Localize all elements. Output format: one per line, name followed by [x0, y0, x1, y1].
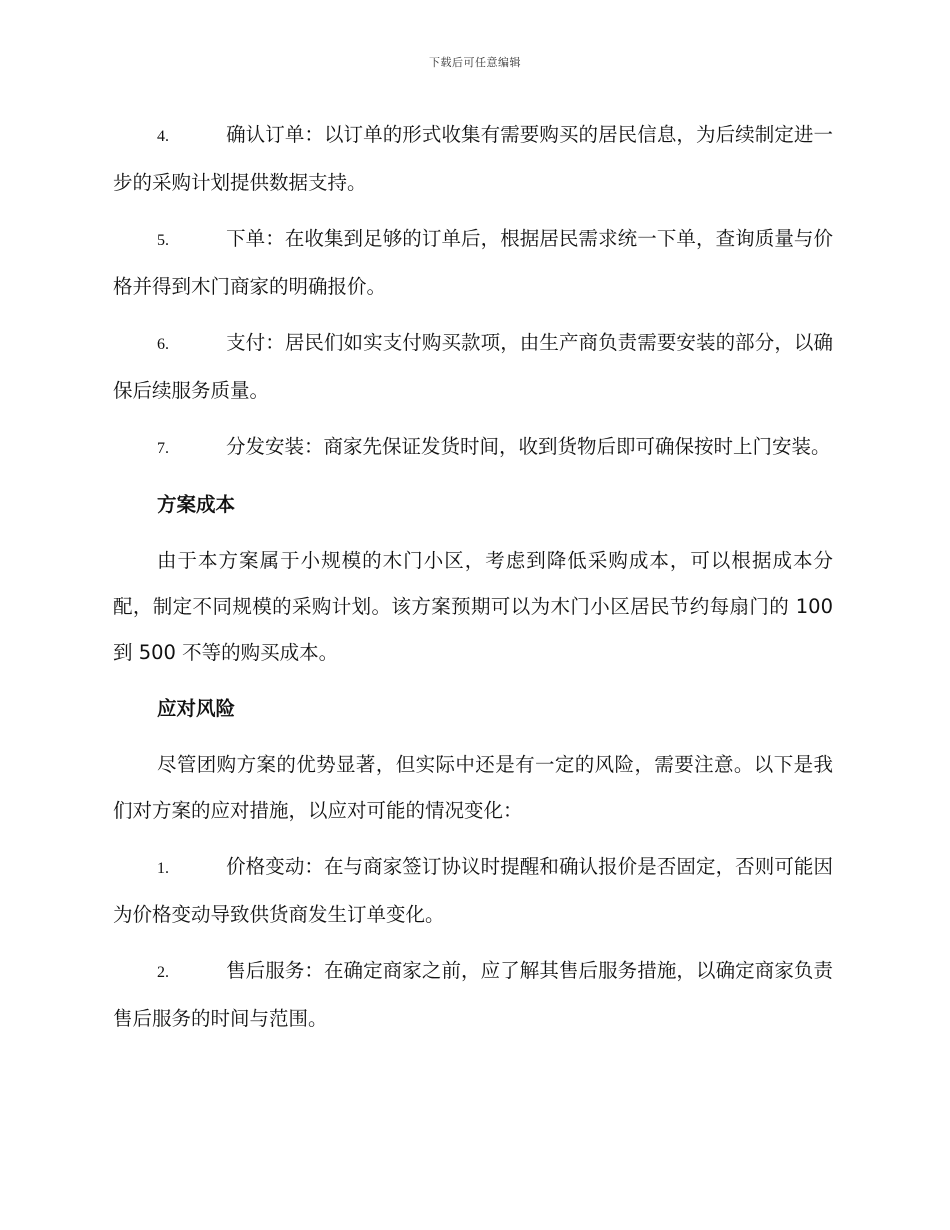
list-number: 1.	[157, 860, 169, 877]
list-text: 售后服务：在确定商家之前，应了解其售后服务措施，以确定商家负责售后服务的时间与范围。	[113, 959, 833, 1030]
list-number: 2.	[157, 964, 169, 981]
page-header: 下载后可任意编辑	[429, 56, 521, 69]
cost-paragraph: 由于本方案属于小规模的木门小区，考虑到降低采购成本，可以根据成本分配，制定不同规模的采购计划。该方案预期可以为木门小区居民节约每扇门的 100 到 500 不等的购买成本。	[113, 549, 833, 664]
section-heading-cost: 方案成本	[157, 493, 236, 516]
list-item-risk-2	[113, 948, 833, 1042]
list-number: 6.	[157, 336, 169, 353]
risk-paragraph: 尽管团购方案的优势显著，但实际中还是有一定的风险，需要注意。以下是我们对方案的应对措施，以应对可能的情况变化：	[113, 753, 833, 822]
list-item-risk-1	[113, 844, 833, 938]
list-text: 确认订单：以订单的形式收集有需要购买的居民信息，为后续制定进一步的采购计划提供数据支持。	[113, 123, 833, 194]
list-item-step-6	[113, 320, 833, 414]
list-text: 价格变动：在与商家签订协议时提醒和确认报价是否固定，否则可能因为价格变动导致供货商发生订单变化。	[113, 855, 833, 926]
list-text: 支付：居民们如实支付购买款项，由生产商负责需要安装的部分，以确保后续服务质量。	[113, 331, 833, 402]
list-number: 4.	[157, 128, 169, 145]
document-body	[113, 112, 833, 1052]
list-text: 下单：在收集到足够的订单后，根据居民需求统一下单，查询质量与价格并得到木门商家的明确报价。	[113, 227, 833, 298]
list-text: 分发安装：商家先保证发货时间，收到货物后即可确保按时上门安装。	[226, 435, 831, 458]
list-item-step-7	[113, 424, 833, 472]
list-item-step-5	[113, 216, 833, 310]
list-number: 5.	[157, 232, 169, 249]
list-item-step-4	[113, 112, 833, 206]
list-number: 7.	[157, 440, 169, 457]
section-heading-risk: 应对风险	[157, 697, 236, 720]
